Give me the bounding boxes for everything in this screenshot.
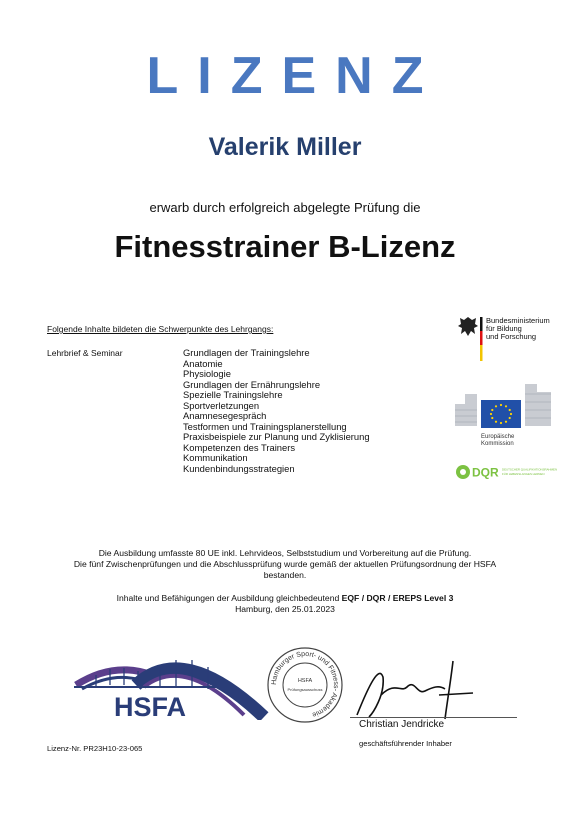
topic-item: Sportverletzungen <box>183 399 260 411</box>
topic-item: Kommunikation <box>183 452 248 463</box>
topic-item: Anamnesegespräch <box>183 410 267 421</box>
paragraph-line: Die fünf Zwischenprüfungen und die Abschlussprüfung wurde gemäß der aktuellen Prüfungsordnung der HSFA <box>73 559 497 569</box>
eqf-level: EQF / DQR / EREPS Level 3 <box>341 593 454 603</box>
dqr-label: DQR <box>472 465 499 480</box>
signature-line <box>350 717 517 718</box>
eu-commission-logo <box>455 380 555 452</box>
eu-line-1: Europäische <box>481 434 515 440</box>
equivalence-paragraph <box>0 593 570 615</box>
paragraph-line: Die Ausbildung umfasste 80 UE inkl. Lehrvideos, Selbststudium und Vorbereitung auf die Prüfung. <box>98 548 472 558</box>
signer-name: Christian Jendricke <box>359 719 445 730</box>
seal-center-top: HSFA <box>297 678 313 684</box>
topic-item: Testformen und Trainingsplanerstellung <box>183 420 347 432</box>
hsfa-seal <box>266 646 344 724</box>
seal-ring-text: Hamburger Sport- und Fitness- Akademie <box>270 650 340 719</box>
certificate-title: LIZENZ <box>146 47 443 105</box>
dqr-small-1: DEUTSCHER QUALIFIKATIONSRAHMEN <box>502 467 557 472</box>
topic-item: Praxisbeispiele zur Planung und Zyklisierung <box>183 431 370 442</box>
topic-item: Anatomie <box>183 357 223 369</box>
signature <box>355 655 485 725</box>
intro-text: erwarb durch erfolgreich abgelegte Prüfung die <box>149 200 421 215</box>
content-category: Lehrbrief & Seminar <box>47 348 123 358</box>
bmbf-line-1: Bundesministerium <box>486 316 550 325</box>
topic-item: Kompetenzen des Trainers <box>183 441 296 453</box>
topic-item: Spezielle Trainingslehre <box>183 389 283 400</box>
topic-item: Physiologie <box>183 368 231 379</box>
topic-item: Grundlagen der Trainingslehre <box>183 347 310 358</box>
recipient-name: Valerik Miller <box>208 133 362 161</box>
equivalence-text: Inhalte und Befähigungen der Ausbildung gleichbedeutend <box>116 593 340 603</box>
paragraph-line: bestanden. <box>263 570 307 580</box>
federal-eagle-icon <box>458 317 478 336</box>
equivalence-line <box>0 593 570 604</box>
content-heading: Folgende Inhalte bildeten die Schwerpunkte des Lehrgangs: <box>47 324 274 334</box>
topic-item: Grundlagen der Ernährungslehre <box>183 378 321 390</box>
bmbf-logo <box>456 314 566 364</box>
dqr-small-2: FÜR LEBENSLANGES LERNEN <box>502 472 545 476</box>
bmbf-line-2: für Bildung <box>486 324 522 333</box>
license-name: Fitnesstrainer B-Lizenz <box>114 229 456 264</box>
topic-item: Kundenbindungsstrategien <box>183 462 295 474</box>
license-number: Lizenz-Nr. PR23H10-23-065 <box>47 744 143 753</box>
eu-line-2: Kommission <box>481 441 514 447</box>
place-date: Hamburg, den 25.01.2023 <box>235 604 335 614</box>
signer-role: geschäftsführender Inhaber <box>359 739 452 748</box>
seal-center-bottom: Prüfungsausschuss <box>287 687 323 692</box>
hsfa-logo <box>74 645 269 720</box>
topic-list <box>183 348 370 474</box>
dqr-logo <box>455 463 557 481</box>
svg-text:Hamburger Sport- und Fitness- <box>271 651 339 718</box>
bmbf-line-3: und Forschung <box>486 332 537 341</box>
training-info-paragraph <box>0 548 570 581</box>
hsfa-label: HSFA <box>114 692 187 720</box>
